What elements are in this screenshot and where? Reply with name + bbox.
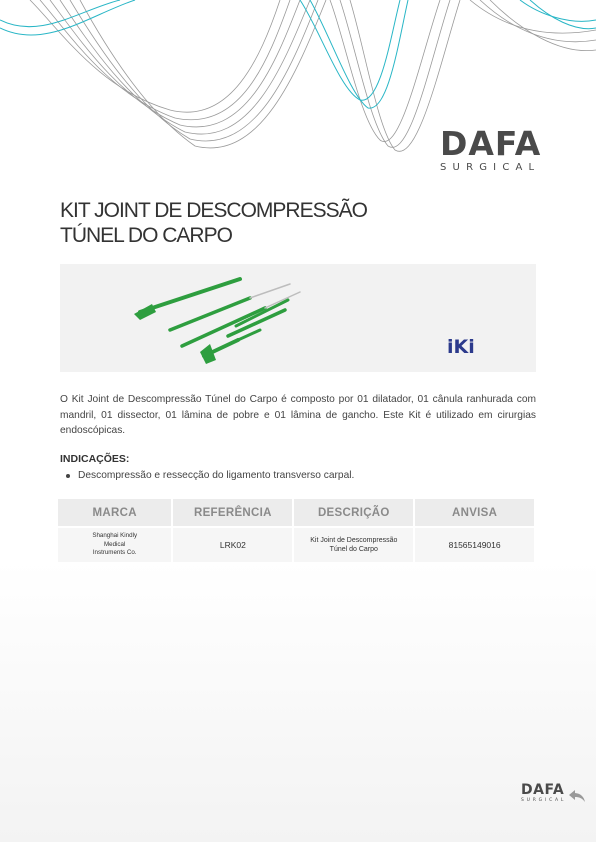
cell-referencia: LRK02 (173, 526, 292, 562)
marca-line: Instruments Co. (92, 549, 137, 557)
cell-marca (58, 526, 171, 562)
indications-list (60, 469, 536, 483)
manufacturer-logo-text: iKi (447, 336, 475, 358)
marca-line: Shanghai Kindly (92, 532, 138, 540)
product-description: O Kit Joint de Descompressão Túnel do Carpo é composto por 01 dilatador, 01 cânula ranhurada com mandril, 01 dissector, 01 lâmina de pobre e 01 lâmina de gancho. Este Kit é utilizado em cirurgias endoscópicas. (60, 394, 536, 436)
product-image-panel (60, 264, 536, 372)
indication-item: Descompressão e ressecção do ligamento transverso carpal. (60, 469, 536, 483)
descricao-line: Kit Joint de Descompressão (310, 536, 398, 544)
table-header-row (58, 499, 534, 526)
cell-anvisa: 81565149016 (415, 526, 534, 562)
bottom-gradient (0, 560, 596, 842)
footer-logo (521, 783, 567, 803)
col-header-marca: MARCA (58, 499, 171, 526)
footer-logo-wordmark: DAFA (521, 782, 565, 798)
title-line-2: TÚNEL DO CARPO (60, 224, 232, 247)
table-row (58, 526, 534, 562)
col-header-referencia: REFERÊNCIA (173, 499, 292, 526)
dafa-logo (440, 124, 542, 173)
cell-descricao (294, 526, 413, 562)
page-title (60, 198, 480, 248)
footer-logo-tagline: SURGICAL (521, 798, 567, 803)
col-header-anvisa: ANVISA (415, 499, 534, 526)
title-line-1: KIT JOINT DE DESCOMPRESSÃO (60, 199, 367, 222)
indications-title: INDICAÇÕES: (60, 453, 130, 465)
logo-tagline: SURGICAL (440, 162, 541, 173)
col-header-descricao: DESCRIÇÃO (294, 499, 413, 526)
descricao-line: Túnel do Carpo (329, 546, 378, 553)
product-spec-table (56, 499, 536, 562)
logo-wordmark: DAFA (440, 124, 542, 163)
back-arrow-icon[interactable] (568, 789, 586, 803)
marca-line: Medical (104, 540, 126, 548)
manufacturer-logo (445, 334, 489, 358)
